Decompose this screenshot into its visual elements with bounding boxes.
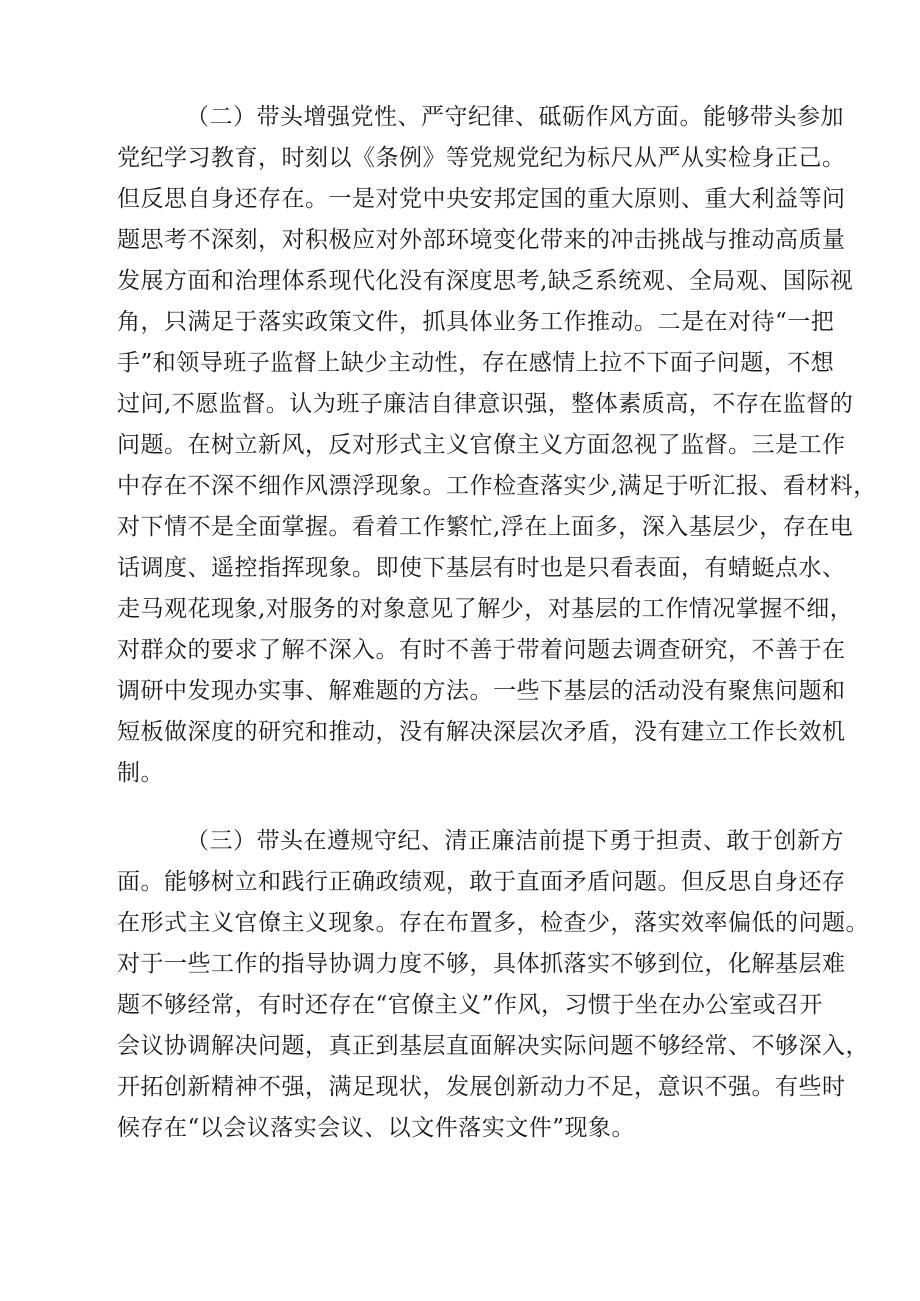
- text-line: 短板做深度的研究和推动，没有解决深层次矛盾，没有建立工作长效机: [117, 719, 846, 745]
- text-line: 发展方面和治理体系现代化没有深度思考,缺乏系统观、全局观、国际视: [117, 268, 854, 294]
- text-line: 中存在不深不细作风漂浮现象。工作检查落实少,满足于听汇报、看材料，: [117, 473, 877, 499]
- text-line: 走马观花现象,对服务的对象意见了解少，对基层的工作情况掌握不细，: [117, 596, 854, 622]
- text-line: 面。能够树立和践行正确政绩观，敢于直面矛盾问题。但反思自身还存: [117, 869, 846, 895]
- text-line: 手”和领导班子监督上缺少主动性，存在感情上拉不下面子问题，不想: [117, 350, 835, 376]
- text-line: （三）带头在遵规守纪、清正廉洁前提下勇于担责、敢于创新方: [186, 828, 844, 854]
- text-line: 但反思自身还存在。一是对党中央安邦定国的重大原则、重大利益等问: [117, 186, 846, 212]
- text-line: 过问,不愿监督。认为班子廉洁自律意识强，整体素质高，不存在监督的: [117, 391, 854, 417]
- text-line: 角，只满足于落实政策文件，抓具体业务工作推动。二是在对待“一把: [117, 309, 835, 335]
- text-line: 制。: [117, 760, 164, 786]
- text-line: 在形式主义官僚主义现象。存在布置多，检查少，落实效率偏低的问题。: [117, 910, 869, 936]
- text-line: 调研中发现办实事、解难题的方法。一些下基层的活动没有聚焦问题和: [117, 678, 846, 704]
- text-line: 对下情不是全面掌握。看着工作繁忙,浮在上面多，深入基层少，存在电: [117, 514, 854, 540]
- text-line: 话调度、遥控指挥现象。即使下基层有时也是只看表面，有蜻蜓点水、: [117, 555, 846, 581]
- text-line: 会议协调解决问题，真正到基层直面解决实际问题不够经常、不够深入，: [117, 1033, 869, 1059]
- text-line: 对于一些工作的指导协调力度不够，具体抓落实不够到位，化解基层难: [117, 951, 846, 977]
- text-line: 问题。在树立新风，反对形式主义官僚主义方面忽视了监督。三是工作: [117, 432, 846, 458]
- text-line: 题不够经常，有时还存在“官僚主义”作风，习惯于坐在办公室或召开: [117, 992, 824, 1018]
- text-line: （二）带头增强党性、严守纪律、砥砺作风方面。能够带头参加: [186, 104, 844, 130]
- text-line: 对群众的要求了解不深入。有时不善于带着问题去调查研究，不善于在: [117, 637, 846, 663]
- text-line: 党纪学习教育，时刻以《条例》等党规党纪为标尺从严从实检身正己。: [117, 145, 846, 171]
- text-line: 题思考不深刻，对积极应对外部环境变化带来的冲击挑战与推动高质量: [117, 227, 846, 253]
- text-line: 候存在“以会议落实会议、以文件落实文件”现象。: [117, 1115, 636, 1141]
- text-line: 开拓创新精神不强，满足现状，发展创新动力不足，意识不强。有些时: [117, 1074, 846, 1100]
